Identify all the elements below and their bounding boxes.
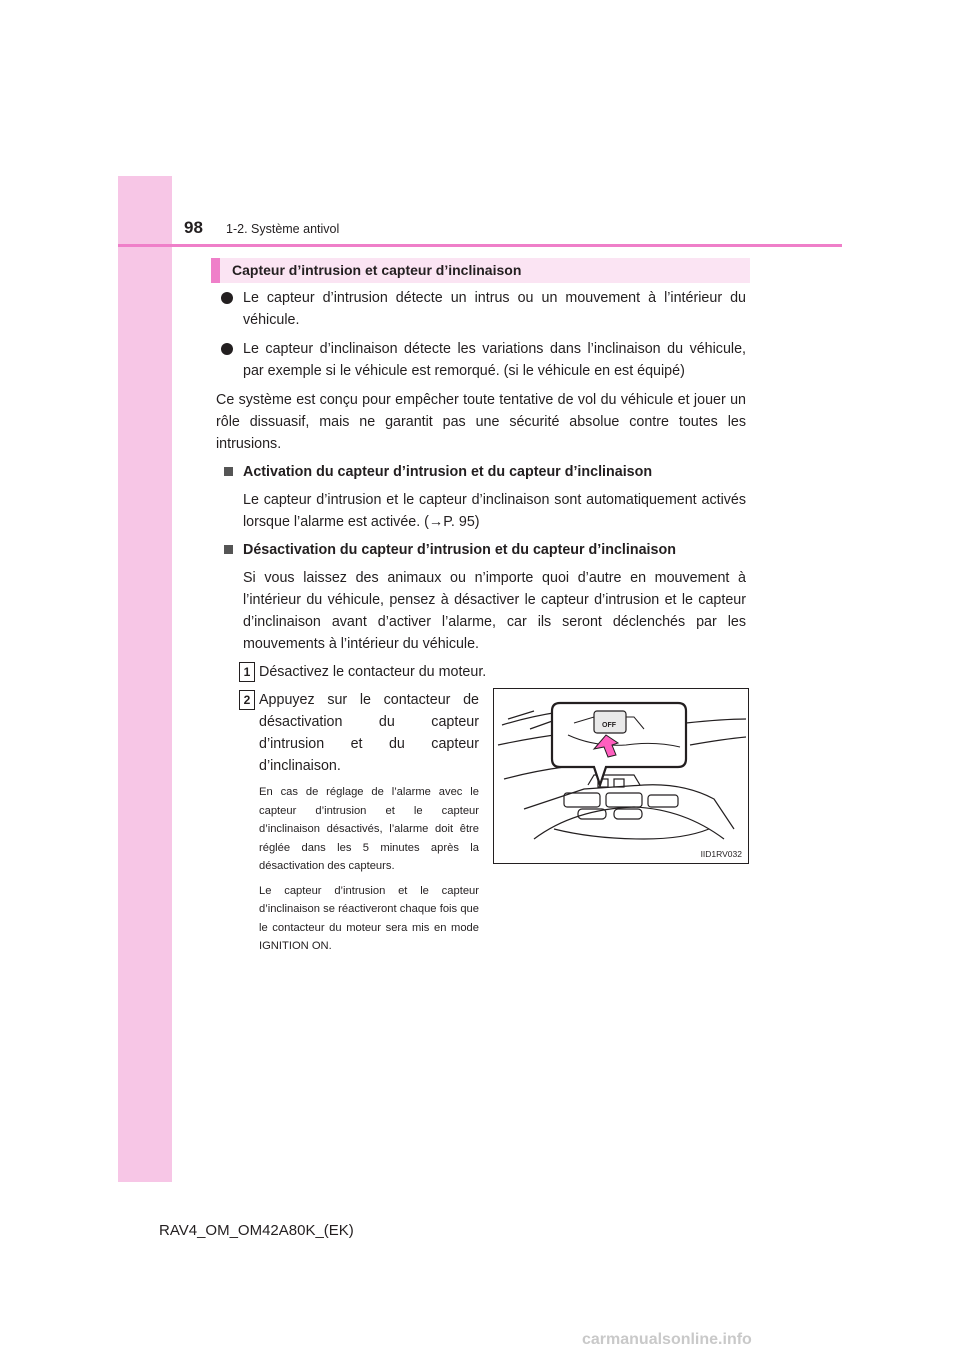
- page-number: 98: [184, 218, 203, 237]
- overhead-console-illustration: [493, 688, 749, 864]
- footer-code: RAV4_OM_OM42A80K_(EK): [159, 1222, 354, 1239]
- step-number-box: 2: [239, 690, 255, 710]
- figure-id: IID1RV032: [700, 849, 742, 859]
- square-bullet-icon: [224, 467, 233, 476]
- bullet-item: Le capteur d’intrusion détecte un intrus ou un mouvement à l’intérieur du véhicule.: [216, 287, 746, 331]
- deactivation-body: Si vous laissez des animaux ou n’importe quoi d’autre en mouvement à l’intérieur du véhicule, pensez à désactiver le capteur d’intrusion et le capteur d’inclinaison avant d’activer l’alarme, car ils seront déclenchés par les mouvements à l’intérieur du véhicule.: [243, 570, 746, 652]
- callout-bubble: [552, 703, 686, 785]
- topic-title: Capteur d’intrusion et capteur d’inclinaison: [232, 262, 522, 278]
- chapter-side-bar: [118, 176, 172, 1182]
- activation-heading: Activation du capteur d’intrusion et du capteur d’inclinaison: [216, 461, 746, 483]
- section-title: 1-2. Système antivol: [226, 222, 340, 236]
- step-text: Appuyez sur le contacteur de désactivation du capteur d’intrusion et du capteur d’inclinaison.: [259, 692, 479, 774]
- header-rule: [118, 244, 842, 247]
- note-paragraph: Le capteur d’intrusion et le capteur d’inclinaison se réactiveront chaque fois que le contacteur du moteur sera mis en mode IGNITION ON.: [259, 884, 479, 952]
- step-text: Désactivez le contacteur du moteur.: [259, 664, 487, 680]
- deactivation-heading: Désactivation du capteur d’intrusion et du capteur d’inclinaison: [216, 539, 746, 561]
- intro-paragraph: Ce système est conçu pour empêcher toute tentative de vol du véhicule et jouer un rôle dissuasif, mais ne garantit pas une sécurité absolue contre toutes les intrusions.: [216, 392, 746, 452]
- bullet-dot-icon: [221, 292, 233, 304]
- step-number-box: 1: [239, 662, 255, 682]
- step-1: [216, 661, 746, 683]
- square-bullet-icon: [224, 545, 233, 554]
- watermark: carmanualsonline.info: [582, 1331, 752, 1348]
- bullet-dot-icon: [221, 343, 233, 355]
- off-button-label: OFF: [602, 722, 616, 729]
- bullet-item: Le capteur d’inclinaison détecte les variations dans l’inclinaison du véhicule, par exemple si le véhicule est remorqué. (si le véhicule en est équipé): [216, 338, 746, 382]
- note-paragraph: En cas de réglage de l’alarme avec le capteur d’intrusion et le capteur d’inclinaison désactivés, l’alarme doit être réglée dans les 5 minutes après la désactivation des capteurs.: [259, 786, 479, 872]
- activation-body: Le capteur d’intrusion et le capteur d’inclinaison sont automatiquement activés lorsque l’alarme est activée. (→P. 95): [243, 492, 746, 530]
- step-2: [216, 689, 479, 956]
- console-drawing: [494, 689, 748, 863]
- topic-title-bar: [211, 258, 750, 283]
